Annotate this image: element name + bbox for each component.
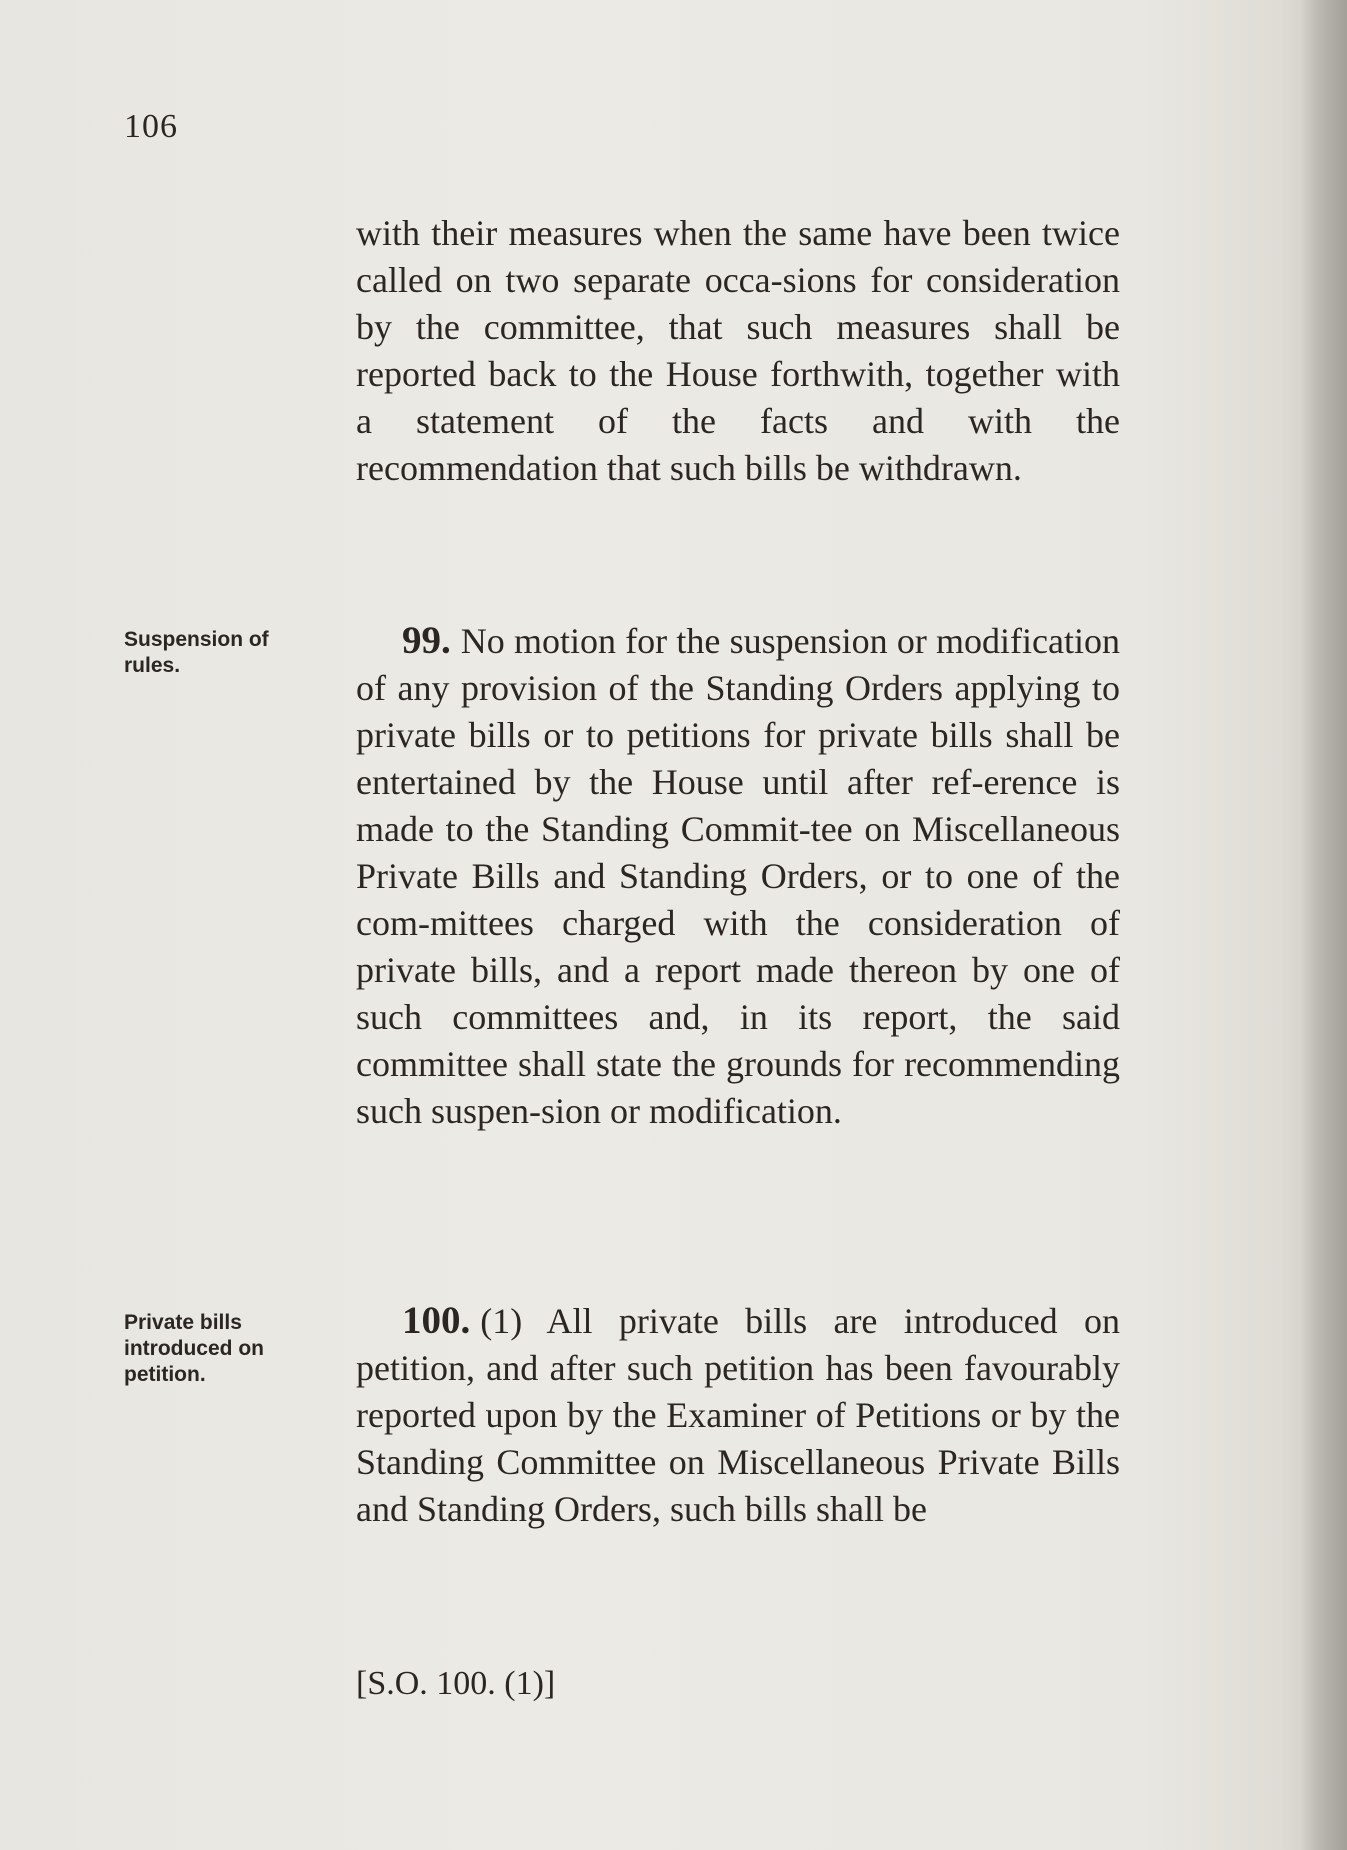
margin-note-suspension: Suspension of rules. [124, 628, 269, 677]
rule-100-paragraph [356, 1297, 1120, 1533]
page-edge-shadow [1300, 0, 1347, 1850]
rule-99-number: 99. [402, 619, 451, 662]
continuation-paragraph [356, 210, 1120, 492]
margin-note-private-bills: Private bills introduced on petition. [124, 1311, 264, 1386]
rule-99-text: No motion for the suspension or modification of any provision of the Standing Orders applying to private bills or to petitions for private bills shall be entertained by the House until after ref-erence is made to the Standing Commit-tee on Miscellaneous Private Bills and Standing Orders, or to one of the com-mittees charged with the consideration of private bills, and a report made thereon by one of such committees and, in its report, the said committee shall state the grounds for recommending such suspen-sion or modification. [356, 621, 1120, 1131]
rule-99-paragraph [356, 617, 1120, 1135]
page-number: 106 [124, 108, 178, 145]
continuation-text: with their measures when the same have been twice called on two separate occa-sions for consideration by the committee, that such measures shall be reported back to the House forthwith, together with a statement of the facts and with the recommendation that such bills be withdrawn. [356, 213, 1120, 488]
standing-order-reference: [S.O. 100. (1)] [356, 1665, 556, 1702]
rule-100-text: (1) All private bills are introduced on petition, and after such petition has been favourably reported upon by the Examiner of Petitions or by the Standing Committee on Miscellaneous Private Bills and Standing Orders, such bills shall be [356, 1301, 1120, 1529]
rule-100-number: 100. [402, 1299, 471, 1342]
